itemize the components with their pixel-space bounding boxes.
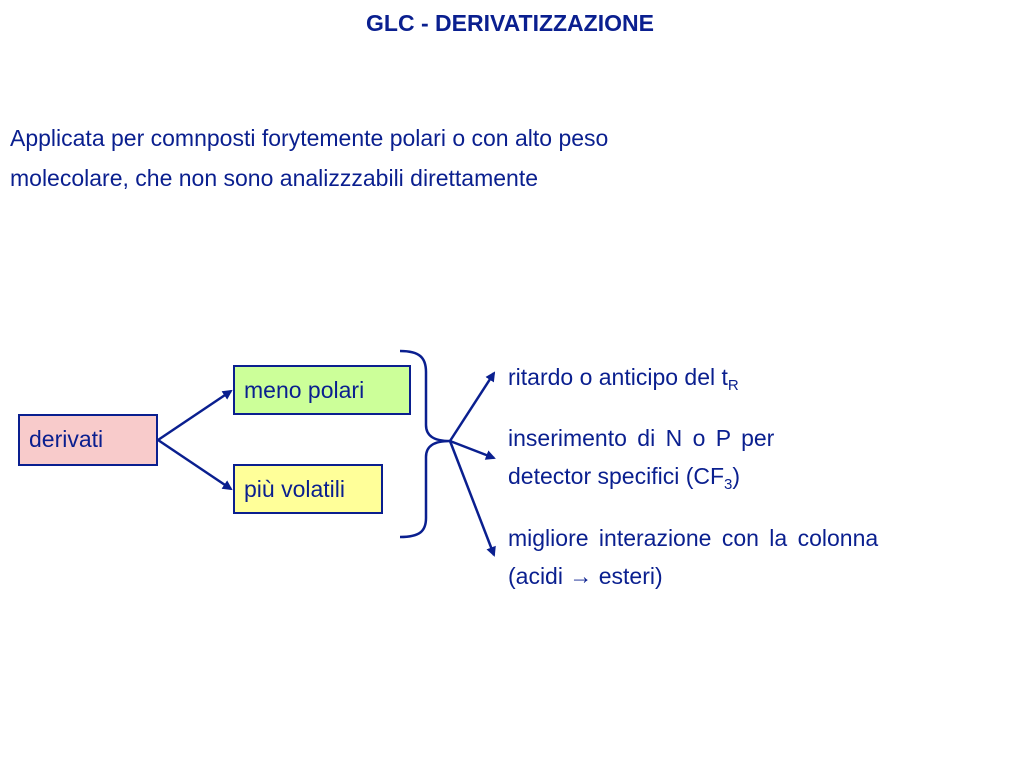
arrow-to-migliore [450,441,494,555]
arrow-right-icon: → [569,563,593,589]
outcome-inserimento-line-2 [508,457,838,504]
outcome-ritardo-subscript: R [727,377,739,394]
intro-line-1: Applicata per comnposti forytemente polari o con alto peso [10,125,609,151]
arrow-derivati-to-meno-polari [158,391,231,440]
outcome-migliore-line-1: migliore interazione con la colonna [508,525,879,551]
outcome-inserimento-subscript: 3 [724,476,733,493]
outcome-inserimento-line-2-text: detector specifici (CF [508,463,725,489]
outcome-migliore-open: (acidi [508,563,563,589]
node-derivati: derivati [18,414,158,466]
page-title: GLC - DERIVATIZZAZIONE [366,10,654,36]
outcome-migliore-close: esteri) [598,563,663,589]
outcome-ritardo [508,358,988,405]
arrow-to-ritardo [450,373,494,441]
node-piu-volatili: più volatili [233,464,383,514]
outcome-inserimento-line-1: inserimento di N o P per [508,425,775,451]
outcome-migliore-line-2 [508,557,968,595]
outcome-inserimento-close: ) [732,463,741,489]
intro-line-2: molecolare, che non sono analizzzabili direttamente [10,165,539,191]
node-meno-polari: meno polari [233,365,411,415]
outcome-inserimento [508,419,838,504]
outcome-migliore [508,519,968,595]
outcome-ritardo-text: ritardo o anticipo del t [508,364,728,390]
arrow-derivati-to-piu-volatili [158,440,231,489]
